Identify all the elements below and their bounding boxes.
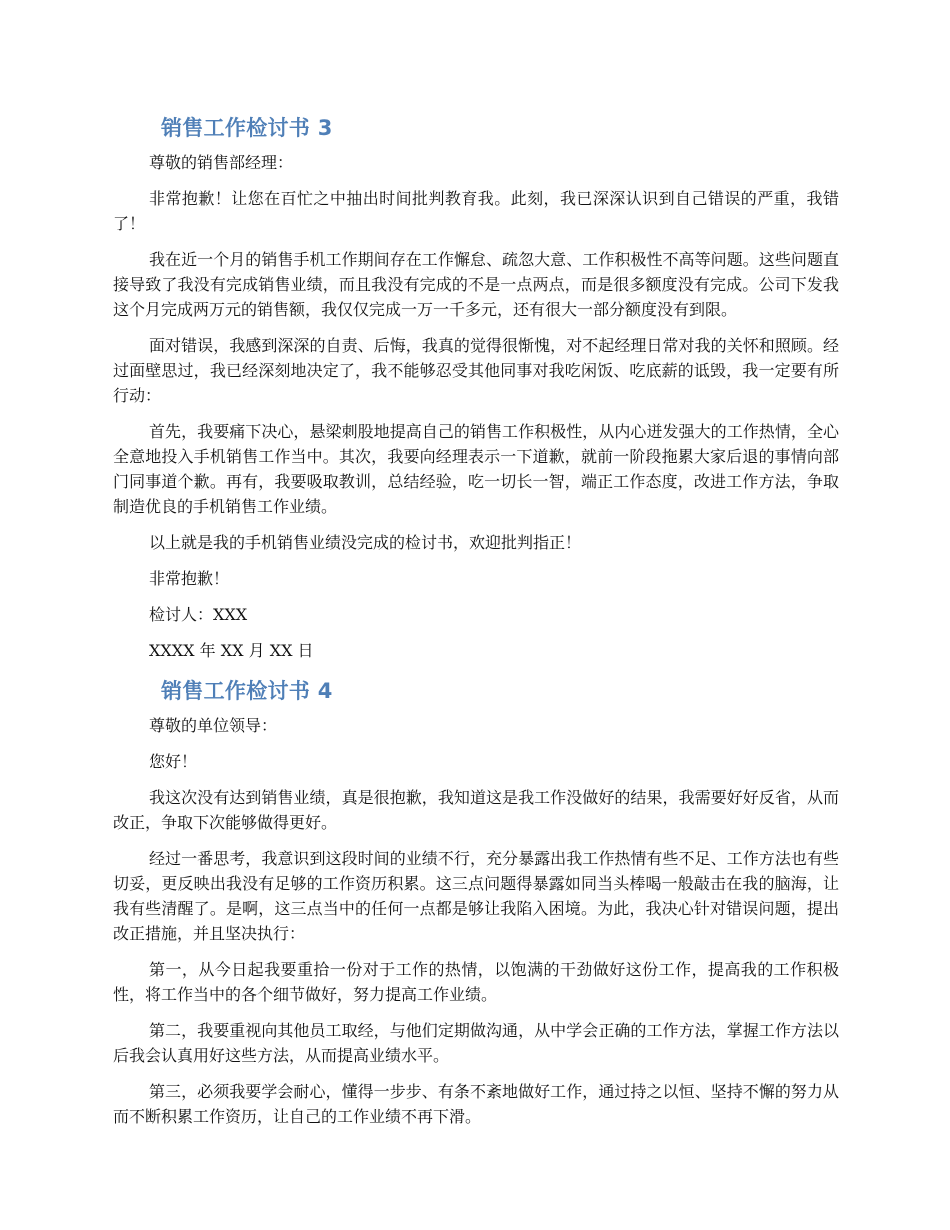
greeting: 您好！ [149,752,198,771]
signature-line: 检讨人：XXX [149,605,248,624]
paragraph: 首先，我要痛下决心，悬梁刺股地提高自己的销售工作积极性，从内心迸发强大的工作热情，全心全意地投入手机销售工作当中。其次，我要向经理表示一下道歉，就前一阶段拖累大家后退的事情向部门同事道个歉。再有，我要吸取教训，总结经验，吃一切长一智，端正工作态度，改进工作方法，争取制造优良的手机销售工作业绩。 [113,422,839,516]
section-title: 销售工作检讨书 3 [161,116,333,140]
paragraph: 非常抱歉！让您在百忙之中抽出时间批判教育我。此刻，我已深深认识到自己错误的严重，我错了！ [113,189,839,233]
paragraph: 以上就是我的手机销售业绩没完成的检讨书，欢迎批判指正！ [149,533,582,552]
paragraph: 第二，我要重视向其他员工取经，与他们定期做沟通，从中学会正确的工作方法，掌握工作方法以后我会认真用好这些方法，从而提高业绩水平。 [113,1021,839,1065]
section-title: 销售工作检讨书 4 [161,679,333,703]
section-3 [113,114,839,663]
paragraph: 我这次没有达到销售业绩，真是很抱歉，我知道这是我工作没做好的结果，我需要好好反省，从而改正，争取下次能够做得更好。 [113,788,839,832]
paragraph: 面对错误，我感到深深的自责、后悔，我真的觉得很惭愧，对不起经理日常对我的关怀和照顾。经过面壁思过，我已经深刻地决定了，我不能够忍受其他同事对我吃闲饭、吃底薪的诋毁，我一定要有所行动： [113,336,839,405]
section-4 [113,677,839,1129]
paragraph: 我在近一个月的销售手机工作期间存在工作懈怠、疏忽大意、工作积极性不高等问题。这些问题直接导致了我没有完成销售业绩，而且我没有完成的不是一点两点，而是很多额度没有完成。公司下发我这个月完成两万元的销售额，我仅仅完成一万一千多元，还有很大一部分额度没有到限。 [113,250,839,319]
salutation: 尊敬的单位领导： [149,716,278,735]
paragraph: 第三，必须我要学会耐心，懂得一步步、有条不紊地做好工作，通过持之以恒、坚持不懈的努力从而不断积累工作资历，让自己的工作业绩不再下滑。 [113,1082,839,1126]
closing-line: 非常抱歉！ [149,569,230,588]
paragraph: 第一，从今日起我要重拾一份对于工作的热情，以饱满的干劲做好这份工作，提高我的工作积极性，将工作当中的各个细节做好，努力提高工作业绩。 [113,960,839,1004]
document-page [113,100,839,1140]
salutation: 尊敬的销售部经理： [149,153,294,172]
paragraph: 经过一番思考，我意识到这段时间的业绩不行，充分暴露出我工作热情有些不足、工作方法也有些切妥，更反映出我没有足够的工作资历积累。这三点问题得暴露如同当头棒喝一般敲击在我的脑海，让我有些清醒了。是啊，这三点当中的任何一点都是够让我陷入困境。为此，我决心针对错误问题，提出改正措施，并且坚决执行： [113,849,839,943]
date-line: XXXX 年 XX 月 XX 日 [149,641,314,660]
